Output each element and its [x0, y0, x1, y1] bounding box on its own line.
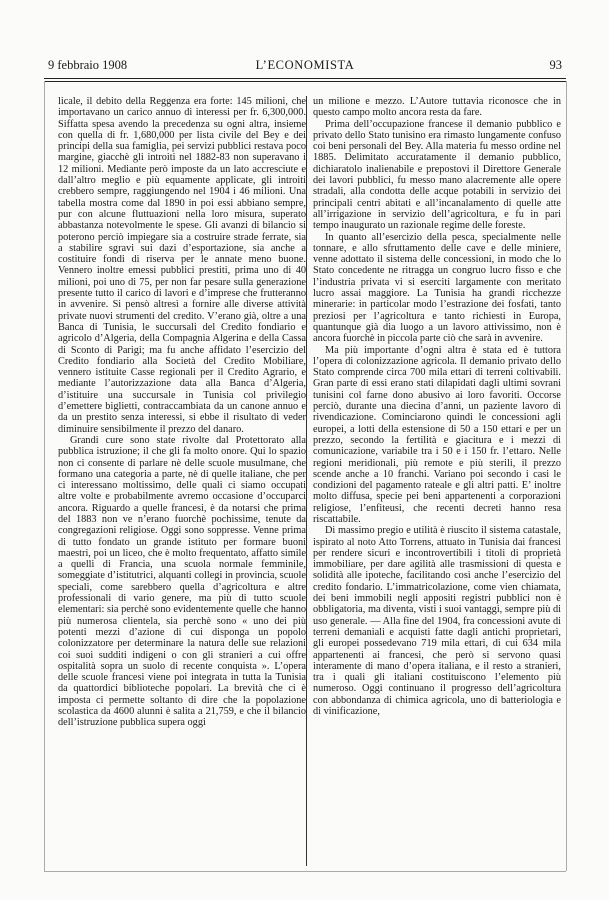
paragraph-education-cost: un milione e mezzo. L’Autore tuttavia riconosce che in questo campo molto ancora resta da fare.: [313, 96, 561, 119]
paragraph-agricultural-colonization: Ma più importante d’ogni altra è stata ed è tuttora l’opera di colonizzazione agricola. Il demanio privato dello Stato comprende circa 700 mila ettari di terreni coltivabili. Gran parte di essi erano stati dilapidati dagli ultimi sovrani tunisini col farne dono abusivo ai loro favoriti. Occorse perciò, durante una diecina d’anni, un paziente lavoro di rivendicazione. Cominciarono quindi le concessioni agli europei, a lotti della estensione di 50 a 150 ettari e per un prezzo, secondo la fertilità e giacitura e i mezzi di comunicazione, variabile tra i 50 e i 150 fr. l’ettaro. Nelle regioni meridionali, più remote e più sterili, il prezzo scende anche a 10 franchi. Variano poi secondo i casi le condizioni del pagamento rateale e gli altri patti. E’ inoltre molto diffusa, specie pei beni appartenenti a corporazioni religiose, l’enfiteusi, che recenti decreti hanno resa riscattabile.: [313, 344, 561, 525]
left-column: [58, 96, 306, 866]
right-column: [313, 96, 561, 866]
page-header: [48, 56, 562, 76]
paragraph-public-domain: Prima dell’occupazione francese il demanio pubblico e privato dello Stato tunisino era rimasto lungamente confuso coi beni personali del Bey. Alla materia fu messo ordine nel 1885. Delimitato accuratamente il demanio pubblico, dichiaratolo inalienabile e prepostovi il Direttore Generale dei lavori pubblici, fu messo mano alacremente alle opere stradali, alla condotta delle acque potabili in servizio dei principali centri abitati e all’incanalamento di quelle atte all’irrigazione in servizio dell’agricoltura, e fu in pari tempo inaugurato un razionale regime delle foreste.: [313, 118, 561, 232]
page-frame-left: [44, 81, 45, 871]
journal-title: L’ECONOMISTA: [255, 58, 355, 72]
paragraph-fishing-mines: In quanto all’esercizio della pesca, specialmente nelle tonnare, e allo sfruttamento delle cave e delle miniere, venne adottato il sistema delle concessioni, in modo che lo Stato concedente ne ritragga un congruo lucro fisso e che l’industria privata vi si eserciti largamente con meritato lucro assai maggiore. La Tunisia ha grandi ricchezze minerarie: in particolar modo l’estrazione dei fosfati, tanto preziosi per l’agricoltura e tanto richiesti in Europa, quantunque già dia luogo a un lavoro attivissimo, non è ancora fuorchè in piccola parte ciò che sarà in avvenire.: [313, 231, 561, 345]
paragraph-public-debt: licale, il debito della Reggenza era forte: 145 milioni, che importavano un carico annuo di interessi per fr. 6,300,000. Siffatta spesa avendo la precedenza su ogni altra, insieme con quella di fr. 1,680,000 per lista civile del Bey e dei principi della sua famiglia, pei servizi pubblici restava poco margine, giacchè gli introiti nel 1882-83 non superavano i 12 milioni. Mediante però imposte da un lato accresciute e dall’altro meglio e più equamente applicate, gli introiti crebbero sempre, raggiungendo nel 1904 i 46 milioni. Una tabella mostra come dal 1890 in poi essi abbiano sempre, pur con alcune fluttuazioni nella loro misura, superato abbastanza notevolmente le spese. Gli avanzi di bilancio si poterono perciò impiegare sia a costruire strade ferrate, sia a stabilire sgravi sui dazi d’esportazione, sia anche a costituire fondi di riserva per le annate meno buone. Vennero inoltre emessi pubblici prestiti, prima uno di 40 milioni, poi uno di 75, per non far pesare sulla generazione presente tutto il carico di lavori e d’imprese che frutteranno in avvenire. Si pensò altresì a fornire alle diverse attività private nuovi strumenti del credito. V’erano già, oltre a una Banca di Tunisia, le succursali del Credito fondiario e agricolo d’Algeria, della Compagnia Algerina e della Cassa di Sconto di Parigi; ma fu anche affidato l’esercizio del Credito fondiario alla Società del Credito Mobiliare, vennero istituite Casse regionali per il Credito Agrario, e mediante l’autorizzazione data alla Banca d’Algeria, d’istituire una succursale in Tunisia col privilegio d’emettere biglietti, contraccambiata da un canone annuo e da un prestito senza interessi, si ebbe il risultato di veder diminuire sensibilmente il prezzo del danaro.: [58, 96, 306, 435]
header-rule: [44, 78, 566, 79]
paragraph-public-education: Grandi cure sono state rivolte dal Protettorato alla pubblica istruzione; il che gli fa molto onore. Qui lo spazio non ci consente di parlare nè delle scuole musulmane, che formano una categoria a parte, nè di quelle italiane, che per ci interessano moltissimo, delle quali ci siamo occupati altre volte e probabilmente avremo occasione d’occuparci ancora. Riguardo a quelle francesi, è da notarsi che prima del 1883 non ve n’erano fuorchè pochissime, tenute da congregazioni religiose. Oggi sono soppresse. Venne prima di tutto fondato un grande istituto per formare buoni maestri, poi un liceo, che è molto frequentato, affatto simile a quelli di Francia, una scuola normale femminile, someggiate d’istitutrici, alquanti collegi in provincia, scuole speciali, come sarebbero quella d’agricoltura e altre professionali di vario genere, ma più di tutto scuole elementari: sia perchè sono evidentemente quelle che hanno più numerosa clientela, sia perchè sono « uno dei più potenti mezzi d’azione di cui disponga un popolo colonizzatore per determinare la natura delle sue relazioni coi suoi sudditi indigeni o con gli stranieri a cui offre ospitalità sopra un suolo di recente conquista ». L’opera delle scuole francesi viene poi integrata in tutta la Tunisia da quattordici biblioteche popolari. La brevità che ci è imposta ci permette soltanto di dire che la popolazione scolastica da 4600 alunni è salita a 21,759, e che il bilancio dell’istruzione pubblica supera oggi: [58, 434, 306, 729]
column-divider: [306, 96, 307, 866]
page-frame-right: [566, 81, 567, 871]
header-date: 9 febbraio 1908: [48, 58, 128, 72]
paragraph-land-registry: Di massimo pregio e utilità è riuscito il sistema catastale, ispirato al noto Atto Torrens, attuato in Tunisia dai francesi per rendere sicuri e incontrovertibili i titoli di proprietà immobiliare, per dare agilità alle trasmissioni di questa e solidità alle ipoteche, facilitando così anche l’esercizio del credito fondario. L’immatricolazione, come vien chiamata, dei beni immobili negli appositi registri pubblici non è obbligatoria, ma diventa, visti i suoi vantaggi, sempre più di uso generale. — Alla fine del 1904, fra concessioni avute di terreni demaniali e acquisti fatte dagli antichi proprietari, gli europei possedevano 719 mila ettari, di cui 634 mila appartenenti ai francesi, che però si servono quasi interamente di mano d’opera italiana, e il resto a stranieri, tra i quali gli italiani costituiscono l’elemento più numeroso. Oggi continuano il progresso dell’agricoltura con abbondanza di chimica agricola, uno di batteriologia e di vinificazione,: [313, 525, 561, 718]
header-rule-thin: [44, 81, 566, 82]
page-frame-bottom: [44, 871, 566, 872]
page-number: 93: [549, 58, 562, 72]
